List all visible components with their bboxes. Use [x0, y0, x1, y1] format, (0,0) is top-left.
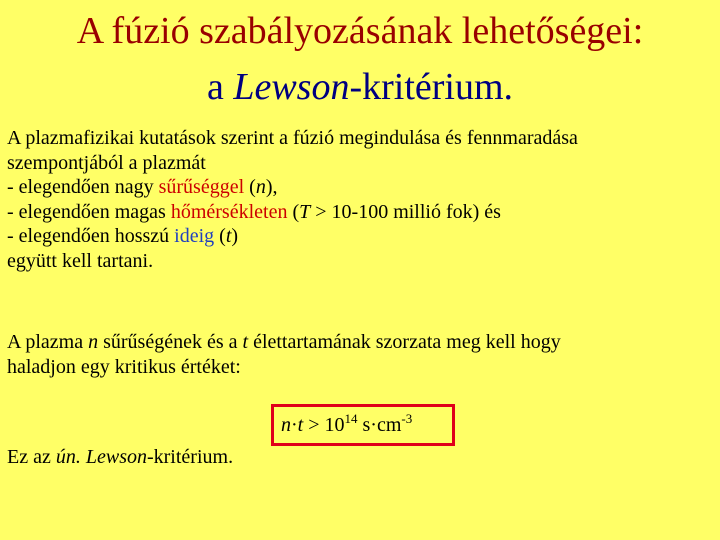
condition-temperature [7, 200, 713, 225]
formula-dot: · [291, 414, 298, 436]
closing-line [7, 445, 233, 469]
formula-t: t [297, 414, 304, 436]
density-paren: ( [244, 176, 256, 198]
p2-symbol-n: n [88, 331, 99, 353]
paragraph1-line2: szempontjából a plazmát [7, 151, 206, 174]
slide-title-line1: A fúzió szabályozásának lehetőségei: [76, 10, 644, 52]
p2-symbol-t: t [242, 331, 249, 353]
formula-exponent-minus3: -3 [401, 411, 413, 426]
title-lewson: Lewson [233, 66, 350, 108]
temperature-paren: ( [287, 200, 300, 223]
density-prefix: - elegendően nagy [7, 176, 159, 198]
condition-time [7, 224, 713, 249]
time-symbol: t [225, 225, 232, 247]
p2-text-a: A plazma [7, 331, 89, 353]
density-suffix: ), [265, 176, 278, 198]
paragraph1-line1: A plazmafizikai kutatások szerint a fúzió megindulása és fennmaradása [7, 127, 578, 149]
closing-suffix: -kritérium. [146, 446, 234, 468]
time-prefix: - elegendően hosszú [7, 225, 175, 247]
paragraph2-line1 [7, 330, 713, 355]
title-prefix: a [206, 66, 234, 108]
time-paren: ( [214, 225, 226, 247]
lawson-formula [281, 413, 412, 437]
formula-exponent-14: 14 [344, 411, 358, 426]
condition-density [7, 175, 713, 200]
closing-prefix: Ez az [7, 446, 56, 468]
paragraph2-line2: haladjon egy kritikus értéket: [7, 355, 241, 378]
closing-name: Lewson [85, 446, 147, 468]
temperature-term: hőmérsékleten [170, 200, 288, 223]
paragraph-product [7, 330, 713, 379]
formula-unit: s·cm [357, 414, 402, 436]
time-term: ideig [174, 225, 215, 247]
paragraph-conditions [7, 126, 713, 273]
temperature-prefix: - elegendően magas [7, 200, 171, 223]
closing-abbr: ún. [55, 446, 81, 468]
temperature-symbol: T [299, 200, 311, 223]
slide-title-line2 [0, 64, 720, 110]
p2-text-b: sűrűségének és a [98, 331, 243, 353]
density-term: sűrűséggel [158, 176, 245, 198]
formula-n: n [281, 414, 291, 436]
formula-relation: > 10 [303, 414, 345, 436]
temperature-suffix: > 10-100 millió fok) és [310, 200, 501, 223]
p2-text-c: élettartamának szorzata meg kell hogy [248, 331, 561, 353]
title-suffix: -kritérium. [349, 66, 514, 108]
paragraph1-line6: együtt kell tartani. [7, 249, 154, 272]
density-symbol: n [255, 176, 266, 198]
time-suffix: ) [231, 225, 239, 247]
